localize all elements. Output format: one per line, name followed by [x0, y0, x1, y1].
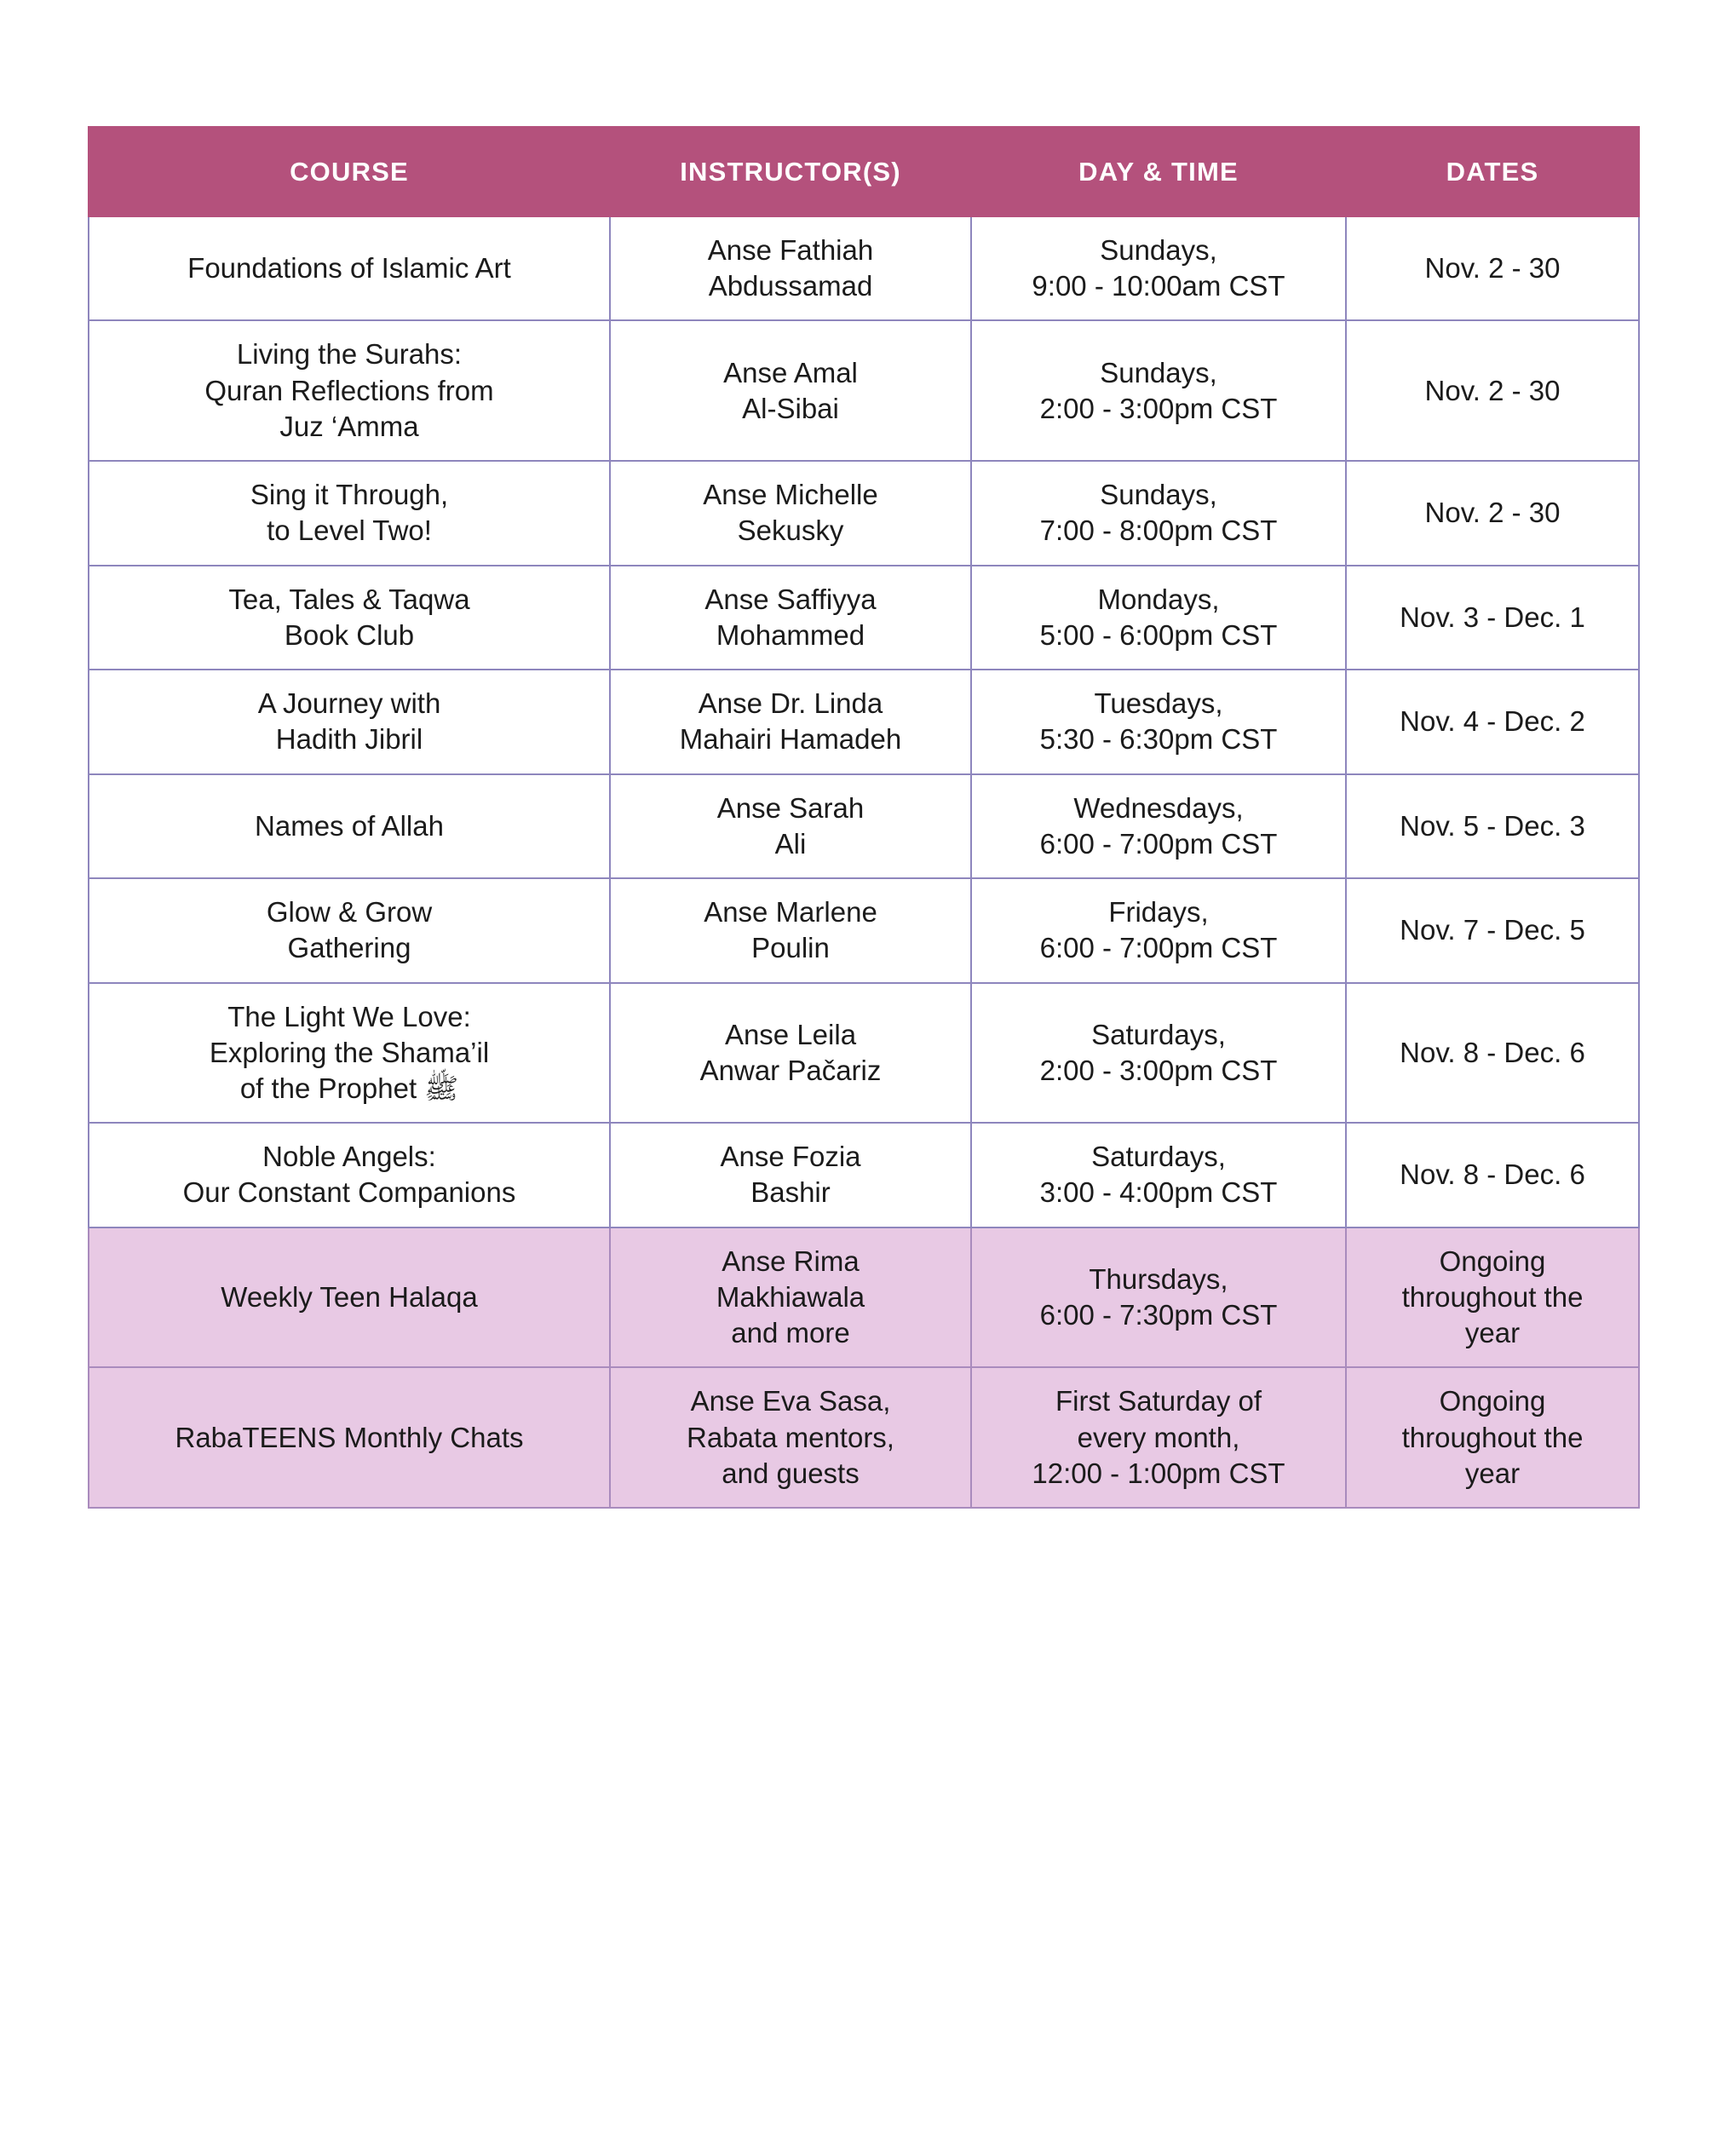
cell-dates-lines	[1359, 495, 1626, 531]
column-header-day-time: DAY & TIME	[971, 127, 1346, 216]
cell-dates	[1346, 1227, 1639, 1368]
cell-course	[89, 878, 610, 982]
cell-instructor-line: Anse Fozia	[720, 1141, 861, 1173]
cell-day-time	[971, 1123, 1346, 1227]
cell-dates	[1346, 320, 1639, 461]
cell-course-line: Our Constant Companions	[182, 1176, 516, 1209]
cell-course-line: Exploring the Shama’il	[209, 1036, 490, 1068]
cell-dates-lines	[1359, 1157, 1626, 1193]
table-row	[89, 1227, 1639, 1368]
cell-course-lines	[101, 250, 597, 286]
cell-instructor-line: Makhiawala	[716, 1280, 865, 1313]
cell-course-line: RabaTEENS Monthly Chats	[175, 1421, 524, 1453]
cell-day-time-line: Thursdays,	[1089, 1262, 1228, 1295]
cell-course-lines	[101, 894, 597, 966]
cell-dates-lines	[1359, 808, 1626, 844]
cell-day-time-lines	[984, 477, 1333, 549]
cell-dates-lines	[1359, 250, 1626, 286]
cell-dates-line: Nov. 3 - Dec. 1	[1400, 601, 1585, 633]
cell-day-time-lines	[984, 1017, 1333, 1089]
cell-dates	[1346, 878, 1639, 982]
cell-course	[89, 983, 610, 1124]
cell-instructor-line: Anwar Pačariz	[699, 1054, 882, 1086]
cell-course-line: Quran Reflections from	[204, 374, 494, 406]
course-schedule-table	[88, 126, 1640, 1509]
cell-dates-line: year	[1464, 1317, 1521, 1349]
cell-instructor	[610, 878, 971, 982]
cell-day-time-lines	[984, 355, 1333, 427]
cell-day-time-line: Wednesdays,	[1073, 791, 1244, 824]
cell-instructor	[610, 983, 971, 1124]
cell-course	[89, 216, 610, 320]
cell-dates-lines	[1359, 1383, 1626, 1492]
cell-course-lines	[101, 477, 597, 549]
cell-instructor-line: Anse Sarah	[716, 791, 865, 824]
cell-day-time-lines	[984, 791, 1333, 862]
cell-day-time-line: 9:00 - 10:00am CST	[1032, 270, 1285, 302]
cell-instructor-line: and more	[731, 1317, 850, 1349]
cell-course-line: Hadith Jibril	[275, 723, 423, 756]
cell-day-time	[971, 320, 1346, 461]
table-body	[89, 216, 1639, 1508]
cell-instructor-line: Bashir	[750, 1176, 831, 1209]
cell-course	[89, 461, 610, 565]
cell-course-lines	[101, 999, 597, 1107]
cell-dates	[1346, 1367, 1639, 1508]
table-header-row	[89, 127, 1639, 216]
cell-instructor-line: Anse Amal	[723, 356, 858, 388]
cell-day-time-lines	[984, 894, 1333, 966]
cell-day-time-line: First Saturday of	[1055, 1385, 1262, 1417]
cell-instructor	[610, 1367, 971, 1508]
cell-course-line: Glow & Grow	[266, 896, 433, 929]
cell-day-time	[971, 1367, 1346, 1508]
cell-instructor-line: Rabata mentors,	[687, 1421, 894, 1453]
table-row	[89, 320, 1639, 461]
cell-day-time-line: Sundays,	[1100, 234, 1217, 266]
cell-course-line: Noble Angels:	[262, 1141, 436, 1173]
cell-day-time-line: 5:00 - 6:00pm CST	[1039, 618, 1278, 651]
cell-day-time	[971, 983, 1346, 1124]
cell-instructor	[610, 670, 971, 773]
column-header-dates: DATES	[1346, 127, 1639, 216]
table-row	[89, 216, 1639, 320]
cell-course	[89, 1227, 610, 1368]
cell-day-time	[971, 670, 1346, 773]
cell-day-time-line: Saturdays,	[1091, 1141, 1226, 1173]
cell-instructor	[610, 461, 971, 565]
cell-course	[89, 774, 610, 878]
cell-instructor-line: Anse Fathiah	[707, 234, 874, 266]
table-row	[89, 1123, 1639, 1227]
cell-day-time	[971, 461, 1346, 565]
table-header	[89, 127, 1639, 216]
cell-course	[89, 1123, 610, 1227]
cell-instructor-line: Mahairi Hamadeh	[679, 723, 902, 756]
cell-instructor	[610, 320, 971, 461]
cell-day-time-line: Sundays,	[1100, 479, 1217, 511]
cell-dates-line: Ongoing	[1439, 1385, 1546, 1417]
cell-course-line: Book Club	[284, 618, 415, 651]
cell-day-time-lines	[984, 686, 1333, 757]
cell-day-time-line: 3:00 - 4:00pm CST	[1039, 1176, 1278, 1209]
cell-dates-lines	[1359, 373, 1626, 409]
cell-instructor-line: Anse Eva Sasa,	[690, 1385, 891, 1417]
cell-instructor-line: Anse Dr. Linda	[698, 687, 883, 720]
cell-course	[89, 566, 610, 670]
cell-course-lines	[101, 1279, 597, 1315]
cell-instructor-lines	[623, 686, 958, 757]
cell-instructor-line: Anse Marlene	[704, 896, 877, 929]
cell-dates-line: Nov. 2 - 30	[1424, 374, 1561, 406]
cell-dates-line: throughout the	[1401, 1280, 1584, 1313]
cell-day-time-line: 6:00 - 7:30pm CST	[1039, 1299, 1278, 1331]
cell-dates-line: throughout the	[1401, 1421, 1584, 1453]
cell-dates-line: Ongoing	[1439, 1245, 1546, 1277]
cell-dates	[1346, 774, 1639, 878]
cell-day-time-lines	[984, 582, 1333, 653]
cell-course-lines	[101, 808, 597, 844]
cell-course	[89, 320, 610, 461]
cell-day-time-lines	[984, 233, 1333, 304]
cell-instructor-lines	[623, 1017, 958, 1089]
cell-course-line: Sing it Through,	[250, 479, 449, 511]
cell-dates-lines	[1359, 1035, 1626, 1071]
cell-instructor	[610, 566, 971, 670]
table-row	[89, 461, 1639, 565]
cell-dates	[1346, 1123, 1639, 1227]
cell-course-line: Tea, Tales & Taqwa	[228, 583, 470, 615]
cell-instructor-line: and guests	[722, 1457, 860, 1489]
cell-day-time-line: Tuesdays,	[1094, 687, 1223, 720]
cell-dates	[1346, 670, 1639, 773]
cell-dates-line: Nov. 5 - Dec. 3	[1400, 809, 1585, 842]
cell-dates	[1346, 461, 1639, 565]
cell-day-time-lines	[984, 1139, 1333, 1210]
cell-course-line: A Journey with	[257, 687, 441, 720]
cell-instructor-lines	[623, 582, 958, 653]
cell-dates-lines	[1359, 1244, 1626, 1352]
cell-course-lines	[101, 336, 597, 445]
cell-course-line: Weekly Teen Halaqa	[221, 1280, 478, 1313]
cell-instructor	[610, 1227, 971, 1368]
cell-day-time-line: 2:00 - 3:00pm CST	[1039, 392, 1278, 424]
cell-instructor-lines	[623, 791, 958, 862]
cell-instructor	[610, 774, 971, 878]
cell-course-line: Gathering	[287, 932, 411, 964]
cell-day-time-line: Sundays,	[1100, 356, 1217, 388]
table-row	[89, 670, 1639, 773]
cell-course	[89, 1367, 610, 1508]
cell-instructor	[610, 216, 971, 320]
cell-day-time-line: every month,	[1077, 1421, 1240, 1453]
cell-instructor-line: Al-Sibai	[742, 392, 839, 424]
cell-course-lines	[101, 686, 597, 757]
cell-day-time	[971, 774, 1346, 878]
cell-dates-line: Nov. 2 - 30	[1424, 252, 1561, 285]
cell-dates-line: Nov. 2 - 30	[1424, 497, 1561, 529]
cell-course-line: to Level Two!	[267, 515, 432, 547]
cell-instructor	[610, 1123, 971, 1227]
cell-day-time-line: 2:00 - 3:00pm CST	[1039, 1054, 1278, 1086]
cell-day-time-line: Mondays,	[1097, 583, 1220, 615]
column-header-course: COURSE	[89, 127, 610, 216]
cell-course-lines	[101, 1139, 597, 1210]
cell-dates-lines	[1359, 704, 1626, 739]
cell-course-line: Living the Surahs:	[236, 338, 463, 371]
cell-course	[89, 670, 610, 773]
cell-instructor-line: Anse Leila	[724, 1018, 857, 1050]
cell-dates-line: Nov. 7 - Dec. 5	[1400, 914, 1585, 946]
cell-dates	[1346, 566, 1639, 670]
cell-day-time-line: 6:00 - 7:00pm CST	[1039, 932, 1278, 964]
cell-course-line: The Light We Love:	[227, 1000, 471, 1032]
cell-dates	[1346, 216, 1639, 320]
cell-day-time	[971, 1227, 1346, 1368]
table-row	[89, 566, 1639, 670]
cell-course-lines	[101, 1420, 597, 1456]
cell-instructor-line: Anse Saffiyya	[704, 583, 877, 615]
cell-day-time-line: Saturdays,	[1091, 1018, 1226, 1050]
cell-day-time-line: 6:00 - 7:00pm CST	[1039, 827, 1278, 860]
table-row	[89, 774, 1639, 878]
cell-course-lines	[101, 582, 597, 653]
cell-dates-lines	[1359, 600, 1626, 635]
table-row	[89, 983, 1639, 1124]
cell-instructor-lines	[623, 233, 958, 304]
cell-dates-lines	[1359, 912, 1626, 948]
cell-dates-line: Nov. 8 - Dec. 6	[1400, 1036, 1585, 1068]
cell-instructor-lines	[623, 355, 958, 427]
cell-course-line: of the Prophet ﷺ	[239, 1072, 459, 1104]
cell-instructor-lines	[623, 1139, 958, 1210]
cell-instructor-line: Mohammed	[716, 618, 865, 651]
cell-instructor-lines	[623, 477, 958, 549]
cell-course-line: Foundations of Islamic Art	[187, 252, 511, 285]
cell-instructor-lines	[623, 894, 958, 966]
cell-day-time	[971, 566, 1346, 670]
cell-day-time-line: 12:00 - 1:00pm CST	[1032, 1457, 1285, 1489]
cell-dates	[1346, 983, 1639, 1124]
table-row	[89, 1367, 1639, 1508]
cell-day-time-line: Fridays,	[1108, 896, 1209, 929]
cell-instructor-line: Sekusky	[737, 515, 844, 547]
cell-day-time	[971, 878, 1346, 982]
cell-instructor-lines	[623, 1244, 958, 1352]
cell-day-time	[971, 216, 1346, 320]
cell-dates-line: Nov. 4 - Dec. 2	[1400, 705, 1585, 738]
cell-course-line: Juz ‘Amma	[279, 410, 419, 442]
cell-day-time-lines	[984, 1262, 1333, 1333]
cell-day-time-line: 5:30 - 6:30pm CST	[1039, 723, 1278, 756]
cell-instructor-line: Ali	[774, 827, 807, 860]
cell-course-line: Names of Allah	[255, 809, 444, 842]
cell-instructor-line: Abdussamad	[708, 270, 873, 302]
cell-instructor-line: Anse Michelle	[703, 479, 878, 511]
cell-day-time-lines	[984, 1383, 1333, 1492]
cell-instructor-lines	[623, 1383, 958, 1492]
cell-instructor-line: Anse Rima	[722, 1245, 860, 1277]
cell-day-time-line: 7:00 - 8:00pm CST	[1039, 515, 1278, 547]
cell-dates-line: year	[1464, 1457, 1521, 1489]
column-header-instructors: INSTRUCTOR(S)	[610, 127, 971, 216]
cell-dates-line: Nov. 8 - Dec. 6	[1400, 1158, 1585, 1191]
table-row	[89, 878, 1639, 982]
cell-instructor-line: Poulin	[751, 932, 830, 964]
